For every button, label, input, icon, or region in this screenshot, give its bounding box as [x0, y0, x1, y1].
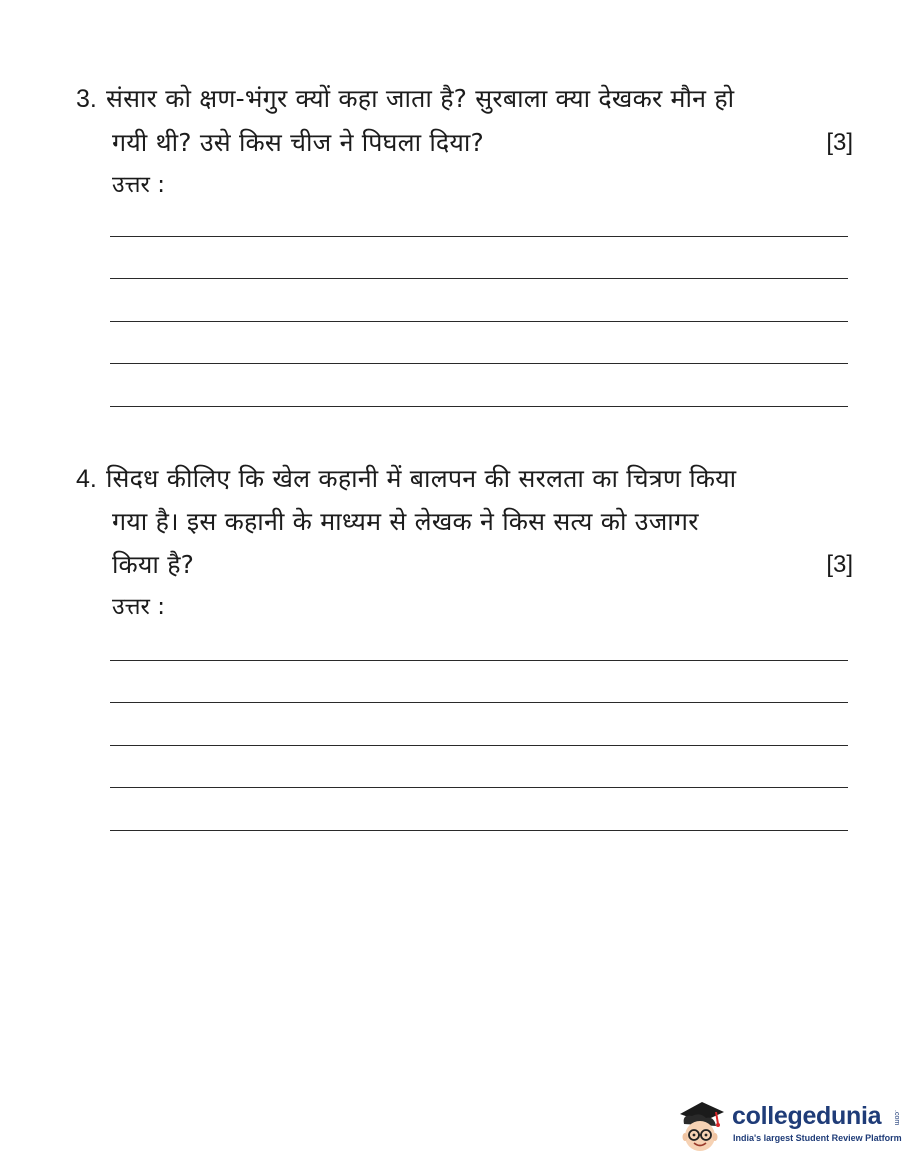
answer-line[interactable] — [110, 363, 848, 364]
answer-line[interactable] — [110, 787, 848, 788]
logo-wordmark: collegedunia — [732, 1102, 882, 1130]
logo-dotcom: .com — [893, 1110, 900, 1126]
question-number: 3. — [76, 85, 97, 113]
question-text-line: संसार को क्षण-भंगुर क्यों कहा जाता है? सुरबाला क्या देखकर मौन हो — [106, 84, 735, 113]
question-text-line: गयी थी? उसे किस चीज ने पिघला दिया? — [112, 128, 485, 157]
answer-line[interactable] — [110, 278, 848, 279]
answer-label: उत्तर : — [112, 172, 165, 198]
answer-line[interactable] — [110, 236, 848, 237]
marks-label: [3] — [826, 551, 853, 578]
answer-line[interactable] — [110, 830, 848, 831]
answer-line[interactable] — [110, 660, 848, 661]
logo-tagline: India's largest Student Review Platform — [733, 1133, 902, 1143]
answer-label: उत्तर : — [112, 594, 165, 620]
answer-line[interactable] — [110, 702, 848, 703]
collegedunia-logo — [672, 1096, 904, 1156]
question-text-line: सिदध कीलिए कि खेल कहानी में बालपन की सरलता का चित्रण किया — [106, 464, 737, 493]
question-number: 4. — [76, 465, 97, 493]
question-text-line: किया है? — [112, 550, 195, 579]
answer-line[interactable] — [110, 406, 848, 407]
student-mascot-icon — [672, 1096, 730, 1156]
marks-label: [3] — [826, 129, 853, 156]
answer-line[interactable] — [110, 321, 848, 322]
answer-line[interactable] — [110, 745, 848, 746]
question-text-line: गया है। इस कहानी के माध्यम से लेखक ने किस सत्य को उजागर — [112, 507, 699, 536]
